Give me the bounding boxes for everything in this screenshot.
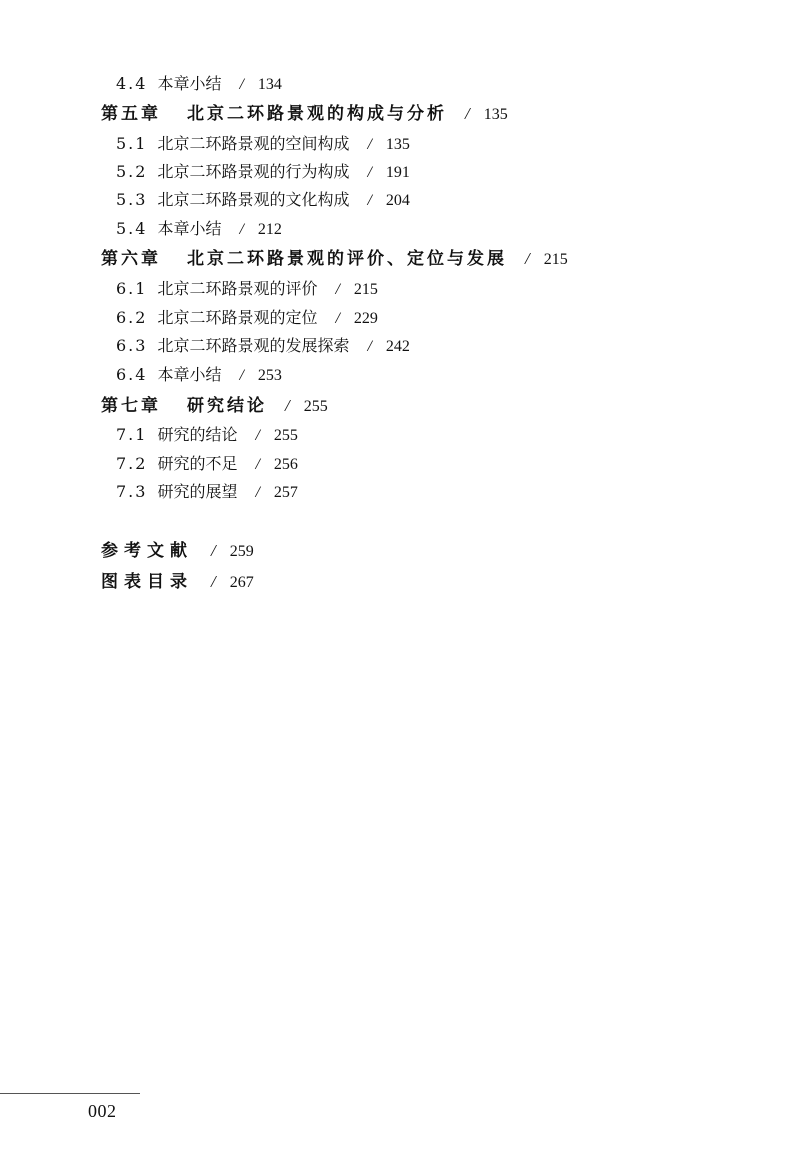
page-ref: 242 [385,338,410,355]
chapter-label: 第五章 [101,104,161,124]
toc-entry-6-4 [116,364,282,387]
separator: / [335,281,340,298]
section-title: 北京二环路景观的发展探索 [157,336,350,355]
toc-figure-index [101,571,254,594]
section-number: 7.3 [116,482,148,501]
separator: / [335,310,340,327]
page-ref: 215 [543,251,568,268]
page-ref: 134 [257,76,282,93]
toc-entry-5-1 [116,133,410,156]
section-number: 5.1 [116,134,148,153]
toc-entry-7-3 [116,481,298,504]
section-title: 研究的结论 [157,425,238,444]
section-title: 研究的不足 [157,454,238,473]
toc-entry-7-2 [116,453,298,476]
footer-rule [0,1093,140,1094]
toc-references [101,540,254,563]
toc-entry-5-3 [116,189,410,212]
separator: / [255,427,260,444]
separator: / [239,221,244,238]
separator: / [239,76,244,93]
toc-entry-7-1 [116,424,298,447]
page-ref: 135 [483,106,508,123]
page-ref: 255 [303,398,328,415]
page-ref: 255 [273,427,298,444]
page-ref: 259 [229,543,254,560]
page-number: 002 [88,1101,117,1121]
page-ref: 253 [257,367,282,384]
toc-chapter-6 [101,248,568,271]
separator: / [367,192,372,209]
section-title: 北京二环路景观的定位 [157,308,318,327]
toc-entry-6-1 [116,278,378,301]
section-title: 北京二环路景观的文化构成 [157,190,350,209]
section-number: 5.3 [116,190,148,209]
page-ref: 257 [273,484,298,501]
section-title: 本章小结 [157,219,222,238]
references-title: 参考文献 [101,541,193,561]
toc-entry-4-4 [116,73,282,96]
separator: / [211,541,216,560]
separator: / [367,164,372,181]
toc-entry-6-3 [116,335,410,358]
section-number: 5.4 [116,219,148,238]
separator: / [211,572,216,591]
separator: / [239,367,244,384]
section-number: 7.1 [116,425,148,444]
separator: / [465,104,470,123]
section-number: 7.2 [116,454,148,473]
section-number: 6.4 [116,365,148,384]
separator: / [255,484,260,501]
separator: / [525,249,530,268]
section-number: 5.2 [116,162,148,181]
separator: / [367,338,372,355]
separator: / [285,396,290,415]
chapter-title: 北京二环路景观的构成与分析 [187,104,447,124]
section-title: 本章小结 [157,365,222,384]
chapter-title: 研究结论 [187,396,267,416]
section-title: 研究的展望 [157,482,238,501]
section-number: 6.2 [116,308,148,327]
page-ref: 212 [257,221,282,238]
section-number: 4.4 [116,74,148,93]
page-ref: 215 [353,281,378,298]
page-ref: 204 [385,192,410,209]
toc-entry-6-2 [116,307,378,330]
section-title: 北京二环路景观的空间构成 [157,134,350,153]
section-title: 北京二环路景观的评价 [157,279,318,298]
separator: / [255,456,260,473]
section-title: 本章小结 [157,74,222,93]
chapter-label: 第六章 [101,249,161,269]
toc-chapter-7 [101,395,328,418]
page-ref: 267 [229,574,254,591]
page-ref: 191 [385,164,410,181]
page-ref: 135 [385,136,410,153]
page-ref: 229 [353,310,378,327]
section-number: 6.3 [116,336,148,355]
section-number: 6.1 [116,279,148,298]
chapter-title: 北京二环路景观的评价、定位与发展 [187,249,507,269]
chapter-label: 第七章 [101,396,161,416]
toc-entry-5-4 [116,218,282,241]
figure-index-title: 图表目录 [101,572,193,592]
toc-entry-5-2 [116,161,410,184]
separator: / [367,136,372,153]
section-title: 北京二环路景观的行为构成 [157,162,350,181]
toc-chapter-5 [101,103,508,126]
page-ref: 256 [273,456,298,473]
